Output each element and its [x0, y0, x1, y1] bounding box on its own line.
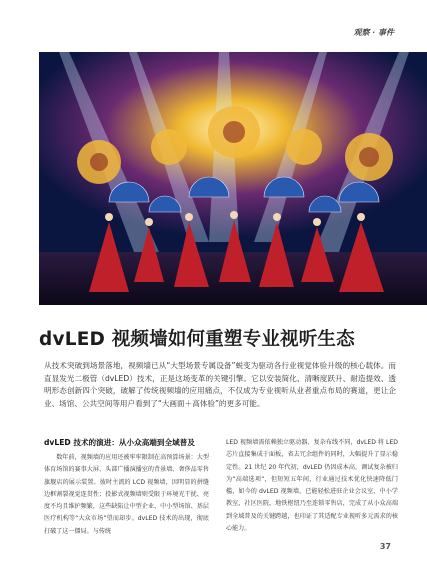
- right-column: [226, 437, 398, 535]
- page-number: 37: [379, 542, 391, 551]
- right-column-text: LED 视频墙需依赖独立驱动器、复杂布线不同，dvLED 将 LED 芯片直接集成于面板，省去冗余组件的同时，大幅提升了显示稳定性。21 世纪 20 年代初，dvLED 仍因成本高，调试复杂被归为“高端选项”，但短短五年间，行业通过技术优化快速降低门槛，如今的 dvLED 视频墙、已能轻松进驻企业会议室、中小学教室、社区医院、地铁枢纽乃至连锁零售店，完成了从小众高端到全域普及的关键跨越，也印证了其适配专业视听多元需求的核心能力。: [226, 439, 398, 533]
- article-title: dvLED 视频墙如何重塑专业视听生态: [39, 329, 355, 350]
- left-column: [44, 437, 209, 538]
- left-column-text: 数年前，视频墙的应用还被牢牢限制在高预算场景：大型体育场馆的赛事大屏、头部广播演播室的背景墙、奢侈品零售旗舰店的展示装置。彼时主流的 LCD 视频墙，因明显的拼缝边框割裂视觉连贯性；投影式视频墙则受限于环境光干扰、亮度不均且维护频繁，这些缺陷让中型企业、中小型场馆、基层医疗机构等“大众市场”望而却步。dvLED 技术的出现，彻底打破了这一僵局。与传统: [44, 454, 209, 535]
- section-heading: dvLED 技术的演进：从小众高端到全域普及: [44, 438, 195, 447]
- article-intro: 从技术突破到场景落地，视频墙已从“大型场景专属设备”蜕变为驱动各行业视觉体验升级的核心载体。而直显发光二极管（dvLED）技术，正是这场变革的关键引擎。它以安装简化、清晰度跃升、耐造提效、透明形态创新四个突破，破解了传统视频墙的应用痛点，不仅成为专业视听从业者重点布局的赛道，更让企业、场馆、公共空间等用户看到了“大画面＋高体验”的更多可能。: [44, 361, 396, 408]
- stage-performance-icon: [39, 52, 427, 305]
- hero-photo: [39, 52, 427, 305]
- section-label: 观察 · 事件: [353, 27, 394, 37]
